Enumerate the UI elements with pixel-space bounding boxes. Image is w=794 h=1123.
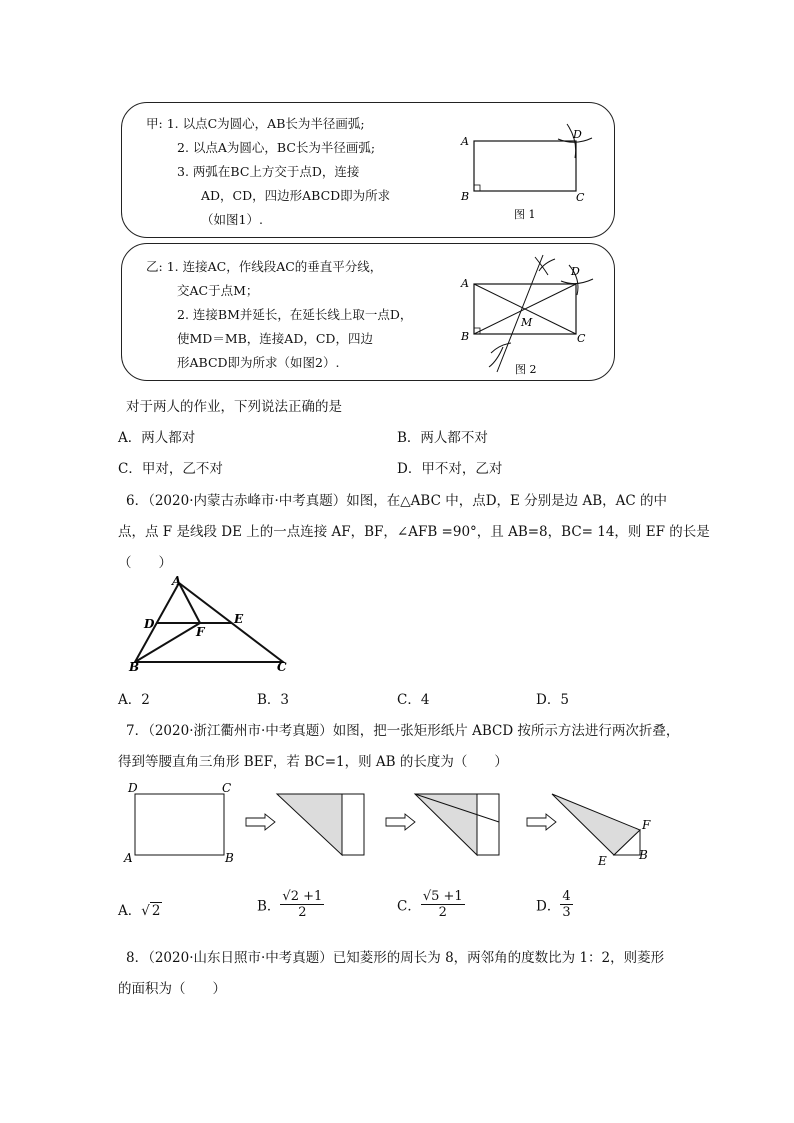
- q6-option-b[interactable]: B．3: [257, 692, 290, 708]
- jia-step-3: 3. 两弧在BC上方交于点D，连接: [177, 164, 360, 179]
- q6-label-b: B: [129, 660, 140, 674]
- fig1-label-a: A: [461, 135, 469, 148]
- q6-label-e: E: [234, 612, 244, 626]
- q8-stem-line-2: 的面积为（ ）: [118, 981, 226, 997]
- yi-step-1-cont: 交AC于点M；: [177, 283, 259, 298]
- yi-step-2-cont: 使MD＝MB，连接AD，CD，四边: [177, 331, 373, 346]
- sqrt-symbol: √: [282, 889, 291, 904]
- q7-option-d[interactable]: D． $\frac{4}{3}$: [536, 889, 571, 920]
- fig1-label-c: C: [576, 191, 585, 204]
- q6-label-c: C: [277, 660, 287, 674]
- q7-label-b2: B: [639, 848, 648, 862]
- q7-arrow-3: [527, 814, 556, 830]
- q7-option-d-fraction: $\frac{4}{3}$: [562, 889, 571, 920]
- fig1-label-d: D: [573, 128, 582, 141]
- fig1-caption: 图 1: [514, 208, 536, 221]
- jia-step-3-ref: （如图1）.: [201, 212, 263, 227]
- jia-step-2: 2. 以点A为圆心，BC长为半径画弧;: [177, 140, 376, 155]
- q7-option-c[interactable]: C． $\frac{√5 +1}{2}$: [397, 889, 463, 920]
- q6-option-a[interactable]: A．2: [118, 692, 150, 708]
- q5-option-a[interactable]: A．两人都对: [118, 430, 196, 446]
- fig2-caption: 图 2: [515, 363, 537, 376]
- q6-option-d[interactable]: D．5: [536, 692, 569, 708]
- q7-label-b: B: [225, 851, 234, 865]
- q5-prompt: 对于两人的作业，下列说法正确的是: [126, 399, 342, 415]
- q6-stem-line-2: 点，点 F 是线段 DE 上的一点连接 AF，BF，∠AFB =90°，且 AB=8，BC= 14，则 EF 的长是: [118, 524, 710, 540]
- q5-option-d[interactable]: D．甲不对，乙对: [397, 461, 503, 477]
- fig2-label-m: M: [521, 316, 533, 329]
- q7-option-b-fraction: $\frac{√2 +1}{2}$: [282, 889, 323, 920]
- q7-label-a: A: [124, 851, 133, 865]
- q7-option-a[interactable]: A．√ 2: [118, 903, 161, 919]
- q5-option-b[interactable]: B．两人都不对: [397, 430, 488, 446]
- q7-stem-line-2: 得到等腰直角三角形 BEF，若 BC=1，则 AB 的长度为（ ）: [118, 754, 508, 770]
- figure-2: [455, 249, 600, 377]
- fig2-label-a: A: [461, 277, 469, 290]
- yi-step-2-ref: 形ABCD即为所求（如图2）.: [177, 355, 340, 370]
- q7-folding-figure: [118, 778, 668, 870]
- q7-option-c-fraction: $\frac{√5 +1}{2}$: [422, 889, 463, 920]
- fig2-label-c: C: [577, 332, 586, 345]
- q6-stem-line-1: 6．（2020·内蒙古赤峰市·中考真题）如图，在△ABC 中，点D，E 分别是边 AB，AC 的中: [126, 493, 668, 509]
- figure-1: [455, 118, 595, 230]
- jia-step-1: 甲: 1. 以点C为圆心，AB长为半径画弧;: [146, 116, 365, 131]
- q8-stem-line-1: 8．（2020·山东日照市·中考真题）已知菱形的周长为 8，两邻角的度数比为 1：2，则菱形: [126, 950, 665, 966]
- yi-step-1: 乙: 1. 连接AC，作线段AC的垂直平分线，: [146, 259, 383, 274]
- yi-lead: 乙:: [146, 259, 163, 274]
- q6-label-a: A: [172, 574, 182, 588]
- yi-step-2: 2. 连接BM并延长，在延长线上取一点D，: [177, 307, 413, 322]
- q7-label-f: F: [642, 818, 651, 832]
- q7-label-d: D: [128, 781, 138, 795]
- q6-stem-line-3: （ ）: [118, 555, 172, 571]
- q7-stem-line-1: 7．（2020·浙江衢州市·中考真题）如图，把一张矩形纸片 ABCD 按所示方法进行两次折叠，: [126, 723, 680, 739]
- sqrt-symbol: √: [141, 903, 150, 919]
- q5-option-c[interactable]: C．甲对，乙不对: [118, 461, 223, 477]
- q6-label-f: F: [196, 625, 205, 639]
- jia-lead: 甲:: [146, 116, 163, 131]
- q6-triangle-figure: [126, 573, 296, 675]
- fig1-label-b: B: [461, 190, 470, 203]
- sqrt-symbol: √: [422, 889, 432, 904]
- q7-label-e: E: [598, 854, 607, 868]
- jia-step-3-cont: AD，CD，四边形ABCD即为所求: [201, 188, 391, 203]
- q7-arrow-1: [246, 814, 275, 830]
- q7-arrow-2: [386, 814, 415, 830]
- q7-option-b[interactable]: B． $\frac{√2 +1}{2}$: [257, 889, 323, 920]
- fig2-label-d: D: [571, 265, 580, 278]
- q7-label-c: C: [222, 781, 232, 795]
- fig2-label-b: B: [461, 330, 470, 343]
- q6-label-d: D: [144, 617, 155, 631]
- q6-option-c[interactable]: C．4: [397, 692, 430, 708]
